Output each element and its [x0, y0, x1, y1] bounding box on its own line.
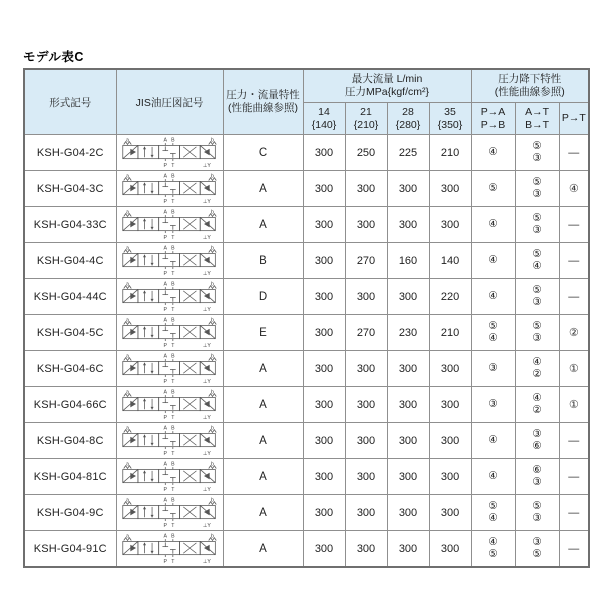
pa-pb-curves — [471, 531, 515, 568]
at-bt-curves — [515, 315, 559, 351]
at-bt-curves-line: ④ — [532, 356, 542, 368]
table-row — [24, 459, 589, 495]
max-flow-value: 300 — [429, 423, 471, 459]
svg-text:b: b — [210, 245, 214, 252]
model-table-c — [23, 68, 590, 568]
svg-text:P: P — [163, 162, 167, 169]
table-row — [24, 279, 589, 315]
max-flow-value: 300 — [387, 351, 429, 387]
svg-text:T: T — [170, 234, 174, 241]
max-flow-value: 270 — [345, 243, 387, 279]
max-flow-value: 300 — [429, 531, 471, 568]
at-bt-curves-line: ④ — [532, 392, 542, 404]
at-bt-curves — [515, 423, 559, 459]
svg-text:B: B — [170, 317, 175, 324]
svg-text:P: P — [163, 306, 167, 313]
svg-text:T: T — [170, 522, 174, 529]
svg-text:a: a — [125, 137, 129, 144]
model-code: KSH-G04-4C — [24, 243, 116, 279]
svg-text:a: a — [125, 533, 129, 540]
header-pt: P→T — [559, 103, 589, 135]
page-title: モデル表C — [23, 50, 84, 64]
at-bt-curves-line: ③ — [532, 223, 542, 236]
pt-curve: ① — [559, 351, 589, 387]
at-bt-curves — [515, 279, 559, 315]
at-bt-curves — [515, 387, 559, 423]
pa-pb-curves — [471, 387, 515, 423]
table-row — [24, 351, 589, 387]
max-flow-value: 300 — [345, 531, 387, 568]
curve-letter: A — [223, 531, 303, 568]
jis-valve-symbol — [116, 351, 223, 387]
svg-text:⊥Y: ⊥Y — [202, 450, 211, 457]
max-flow-value: 300 — [345, 207, 387, 243]
at-bt-curves — [515, 171, 559, 207]
header-at-bt: A→T B→T — [515, 103, 559, 135]
svg-text:A: A — [163, 461, 167, 468]
header-pressure-35: 35 {350} — [429, 103, 471, 135]
svg-text:a: a — [125, 209, 129, 216]
at-bt-curves-line: ⑤ — [532, 500, 542, 512]
table-row — [24, 423, 589, 459]
jis-valve-symbol — [116, 531, 223, 568]
max-flow-value: 300 — [345, 387, 387, 423]
pa-pb-curves-line: ⑤ — [488, 500, 498, 512]
svg-text:a: a — [125, 317, 129, 324]
pa-pb-curves — [471, 279, 515, 315]
svg-text:A: A — [163, 533, 167, 540]
svg-text:B: B — [170, 209, 175, 216]
at-bt-curves-line: ③ — [532, 151, 542, 164]
curve-letter: A — [223, 423, 303, 459]
jis-valve-symbol — [116, 135, 223, 171]
svg-text:⊥Y: ⊥Y — [202, 378, 211, 385]
max-flow-value: 300 — [345, 459, 387, 495]
pa-pb-curves-line: ④ — [488, 536, 498, 548]
model-code: KSH-G04-66C — [24, 387, 116, 423]
svg-text:P: P — [163, 450, 167, 457]
pt-curve: — — [559, 207, 589, 243]
max-flow-value: 300 — [429, 171, 471, 207]
svg-text:b: b — [210, 317, 214, 324]
table-body — [24, 135, 589, 568]
svg-text:A: A — [163, 209, 167, 216]
curve-letter: C — [223, 135, 303, 171]
at-bt-curves-line: ⑥ — [532, 464, 542, 476]
max-flow-value: 300 — [345, 171, 387, 207]
svg-text:A: A — [163, 425, 167, 432]
at-bt-curves-line: ③ — [532, 475, 542, 488]
svg-text:P: P — [163, 342, 167, 349]
svg-text:a: a — [125, 497, 129, 504]
svg-text:A: A — [163, 281, 167, 288]
svg-text:T: T — [170, 270, 174, 277]
header-characteristic-line1: 圧力・流量特性 — [226, 89, 300, 101]
curve-letter: E — [223, 315, 303, 351]
max-flow-value: 220 — [429, 279, 471, 315]
at-bt-curves — [515, 531, 559, 568]
model-code: KSH-G04-44C — [24, 279, 116, 315]
max-flow-value: 300 — [303, 315, 345, 351]
max-flow-value: 300 — [303, 531, 345, 568]
svg-text:⊥Y: ⊥Y — [202, 234, 211, 241]
max-flow-value: 300 — [303, 171, 345, 207]
svg-text:a: a — [125, 461, 129, 468]
header-max-flow-group — [303, 69, 471, 103]
model-code: KSH-G04-9C — [24, 495, 116, 531]
svg-text:⊥Y: ⊥Y — [202, 522, 211, 529]
max-flow-value: 225 — [387, 135, 429, 171]
pa-pb-curves — [471, 207, 515, 243]
table-row — [24, 243, 589, 279]
svg-text:b: b — [210, 461, 214, 468]
pt-curve: — — [559, 495, 589, 531]
svg-text:T: T — [170, 306, 174, 313]
pa-pb-curves-line: ③ — [488, 397, 498, 410]
jis-valve-symbol — [116, 171, 223, 207]
at-bt-curves — [515, 135, 559, 171]
model-code: KSH-G04-8C — [24, 423, 116, 459]
max-flow-value: 300 — [303, 351, 345, 387]
svg-text:a: a — [125, 245, 129, 252]
at-bt-curves-line: ⑤ — [532, 320, 542, 332]
svg-text:P: P — [163, 378, 167, 385]
svg-text:A: A — [163, 245, 167, 252]
max-flow-value: 300 — [303, 459, 345, 495]
max-flow-value: 300 — [303, 279, 345, 315]
at-bt-curves-line: ⑤ — [532, 212, 542, 224]
at-bt-curves-line: ② — [532, 403, 542, 416]
model-code: KSH-G04-81C — [24, 459, 116, 495]
max-flow-value: 160 — [387, 243, 429, 279]
pa-pb-curves-line: ④ — [488, 253, 498, 266]
svg-text:T: T — [170, 450, 174, 457]
jis-valve-symbol — [116, 495, 223, 531]
svg-text:⊥Y: ⊥Y — [202, 414, 211, 421]
max-flow-value: 300 — [387, 207, 429, 243]
pt-curve: — — [559, 531, 589, 568]
model-code: KSH-G04-3C — [24, 171, 116, 207]
svg-text:b: b — [210, 173, 214, 180]
max-flow-value: 300 — [387, 495, 429, 531]
svg-text:⊥Y: ⊥Y — [202, 342, 211, 349]
svg-text:B: B — [170, 533, 175, 540]
max-flow-value: 300 — [303, 243, 345, 279]
svg-text:P: P — [163, 234, 167, 241]
curve-letter: D — [223, 279, 303, 315]
jis-valve-symbol — [116, 279, 223, 315]
header-max-flow-line2: 圧力MPa{kgf/cm²} — [345, 86, 430, 98]
max-flow-value: 300 — [345, 351, 387, 387]
max-flow-value: 300 — [303, 207, 345, 243]
at-bt-curves — [515, 207, 559, 243]
curve-letter: A — [223, 459, 303, 495]
table-row — [24, 531, 589, 568]
svg-text:⊥Y: ⊥Y — [202, 270, 211, 277]
model-code: KSH-G04-91C — [24, 531, 116, 568]
header-pressure-drop-line2: (性能曲線参照) — [494, 86, 565, 98]
pa-pb-curves — [471, 459, 515, 495]
pa-pb-curves-line: ④ — [488, 433, 498, 446]
pa-pb-curves — [471, 351, 515, 387]
max-flow-value: 140 — [429, 243, 471, 279]
pt-curve: — — [559, 279, 589, 315]
svg-text:a: a — [125, 353, 129, 360]
svg-text:T: T — [170, 558, 174, 565]
svg-text:B: B — [170, 281, 175, 288]
svg-text:P: P — [163, 198, 167, 205]
header-max-flow-line1: 最大流量 L/min — [351, 73, 423, 85]
at-bt-curves-line: ⑤ — [532, 140, 542, 152]
svg-text:a: a — [125, 389, 129, 396]
svg-text:A: A — [163, 353, 167, 360]
svg-text:T: T — [170, 162, 174, 169]
pa-pb-curves-line: ③ — [488, 361, 498, 374]
max-flow-value: 300 — [387, 423, 429, 459]
at-bt-curves-line: ⑤ — [532, 284, 542, 296]
max-flow-value: 300 — [387, 531, 429, 568]
jis-valve-symbol — [116, 387, 223, 423]
svg-text:A: A — [163, 497, 167, 504]
header-characteristic-line2: (性能曲線参照) — [228, 102, 298, 114]
svg-text:b: b — [210, 281, 214, 288]
svg-text:P: P — [163, 486, 167, 493]
svg-text:B: B — [170, 389, 175, 396]
max-flow-value: 300 — [429, 495, 471, 531]
header-model-code: 形式記号 — [24, 69, 116, 135]
max-flow-value: 300 — [345, 423, 387, 459]
svg-text:b: b — [210, 425, 214, 432]
svg-text:B: B — [170, 425, 175, 432]
header-pressure-28: 28 {280} — [387, 103, 429, 135]
pa-pb-curves — [471, 171, 515, 207]
pa-pb-curves-line: ④ — [488, 331, 498, 344]
pt-curve: — — [559, 459, 589, 495]
at-bt-curves-line: ② — [532, 367, 542, 380]
at-bt-curves-line: ④ — [532, 259, 542, 272]
table-row — [24, 495, 589, 531]
table-row — [24, 171, 589, 207]
max-flow-value: 300 — [303, 495, 345, 531]
model-code: KSH-G04-6C — [24, 351, 116, 387]
pa-pb-curves-line: ④ — [488, 511, 498, 524]
svg-text:a: a — [125, 425, 129, 432]
svg-text:T: T — [170, 486, 174, 493]
pa-pb-curves — [471, 243, 515, 279]
max-flow-value: 300 — [303, 423, 345, 459]
svg-text:A: A — [163, 389, 167, 396]
at-bt-curves-line: ⑤ — [532, 248, 542, 260]
at-bt-curves — [515, 495, 559, 531]
svg-text:⊥Y: ⊥Y — [202, 558, 211, 565]
at-bt-curves — [515, 351, 559, 387]
svg-text:A: A — [163, 137, 167, 144]
svg-text:A: A — [163, 173, 167, 180]
jis-valve-symbol — [116, 243, 223, 279]
model-code: KSH-G04-33C — [24, 207, 116, 243]
jis-valve-symbol — [116, 459, 223, 495]
max-flow-value: 300 — [429, 351, 471, 387]
svg-text:T: T — [170, 198, 174, 205]
max-flow-value: 300 — [429, 459, 471, 495]
svg-text:T: T — [170, 414, 174, 421]
curve-letter: A — [223, 207, 303, 243]
table-row — [24, 387, 589, 423]
svg-text:P: P — [163, 414, 167, 421]
svg-text:⊥Y: ⊥Y — [202, 162, 211, 169]
pa-pb-curves-line: ④ — [488, 289, 498, 302]
pa-pb-curves-line: ⑤ — [488, 547, 498, 560]
max-flow-value: 230 — [387, 315, 429, 351]
at-bt-curves-line: ⑤ — [532, 547, 542, 560]
model-code: KSH-G04-2C — [24, 135, 116, 171]
svg-text:B: B — [170, 497, 175, 504]
svg-text:⊥Y: ⊥Y — [202, 198, 211, 205]
max-flow-value: 300 — [387, 459, 429, 495]
header-pressure-14: 14 {140} — [303, 103, 345, 135]
svg-text:P: P — [163, 522, 167, 529]
header-pressure-21: 21 {210} — [345, 103, 387, 135]
curve-letter: A — [223, 351, 303, 387]
header-pa-pb: P→A P→B — [471, 103, 515, 135]
svg-text:T: T — [170, 378, 174, 385]
max-flow-value: 300 — [429, 387, 471, 423]
pt-curve: ② — [559, 315, 589, 351]
pa-pb-curves — [471, 495, 515, 531]
at-bt-curves — [515, 459, 559, 495]
svg-text:P: P — [163, 270, 167, 277]
pt-curve: — — [559, 243, 589, 279]
svg-text:⊥Y: ⊥Y — [202, 306, 211, 313]
at-bt-curves-line: ③ — [532, 187, 542, 200]
svg-text:B: B — [170, 461, 175, 468]
jis-valve-symbol — [116, 315, 223, 351]
curve-letter: A — [223, 171, 303, 207]
pa-pb-curves-line: ⑤ — [488, 320, 498, 332]
svg-text:b: b — [210, 533, 214, 540]
jis-valve-symbol — [116, 207, 223, 243]
max-flow-value: 210 — [429, 135, 471, 171]
svg-text:a: a — [125, 281, 129, 288]
table-header — [24, 69, 589, 135]
pt-curve: ④ — [559, 171, 589, 207]
max-flow-value: 210 — [429, 315, 471, 351]
curve-letter: B — [223, 243, 303, 279]
at-bt-curves-line: ③ — [532, 428, 542, 440]
max-flow-value: 270 — [345, 315, 387, 351]
at-bt-curves-line: ⑥ — [532, 439, 542, 452]
at-bt-curves-line: ③ — [532, 511, 542, 524]
model-code: KSH-G04-5C — [24, 315, 116, 351]
max-flow-value: 300 — [387, 387, 429, 423]
header-pressure-drop-line1: 圧力降下特性 — [498, 73, 562, 85]
pt-curve: — — [559, 423, 589, 459]
svg-text:b: b — [210, 389, 214, 396]
max-flow-value: 250 — [345, 135, 387, 171]
max-flow-value: 300 — [387, 279, 429, 315]
max-flow-value: 300 — [345, 279, 387, 315]
svg-text:B: B — [170, 173, 175, 180]
svg-text:a: a — [125, 173, 129, 180]
max-flow-value: 300 — [387, 171, 429, 207]
svg-text:b: b — [210, 497, 214, 504]
svg-text:b: b — [210, 353, 214, 360]
at-bt-curves-line: ③ — [532, 295, 542, 308]
header-jis-symbol: JIS油圧図記号 — [116, 69, 223, 135]
svg-text:B: B — [170, 353, 175, 360]
svg-text:b: b — [210, 137, 214, 144]
max-flow-value: 300 — [429, 207, 471, 243]
svg-text:⊥Y: ⊥Y — [202, 486, 211, 493]
table-row — [24, 207, 589, 243]
svg-text:P: P — [163, 558, 167, 565]
table-row — [24, 135, 589, 171]
max-flow-value: 300 — [303, 387, 345, 423]
at-bt-curves-line: ③ — [532, 331, 542, 344]
svg-text:b: b — [210, 209, 214, 216]
curve-letter: A — [223, 387, 303, 423]
header-characteristic — [223, 69, 303, 135]
pt-curve: — — [559, 135, 589, 171]
pa-pb-curves-line: ⑤ — [488, 181, 498, 194]
pa-pb-curves — [471, 423, 515, 459]
pa-pb-curves — [471, 315, 515, 351]
svg-text:B: B — [170, 137, 175, 144]
header-pressure-drop-group — [471, 69, 589, 103]
max-flow-value: 300 — [345, 495, 387, 531]
jis-valve-symbol — [116, 423, 223, 459]
svg-text:T: T — [170, 342, 174, 349]
pa-pb-curves-line: ④ — [488, 217, 498, 230]
at-bt-curves-line: ③ — [532, 536, 542, 548]
pt-curve: ① — [559, 387, 589, 423]
curve-letter: A — [223, 495, 303, 531]
svg-text:B: B — [170, 245, 175, 252]
max-flow-value: 300 — [303, 135, 345, 171]
at-bt-curves-line: ⑤ — [532, 176, 542, 188]
at-bt-curves — [515, 243, 559, 279]
table-row — [24, 315, 589, 351]
svg-text:A: A — [163, 317, 167, 324]
pa-pb-curves — [471, 135, 515, 171]
pa-pb-curves-line: ④ — [488, 469, 498, 482]
pa-pb-curves-line: ④ — [488, 145, 498, 158]
